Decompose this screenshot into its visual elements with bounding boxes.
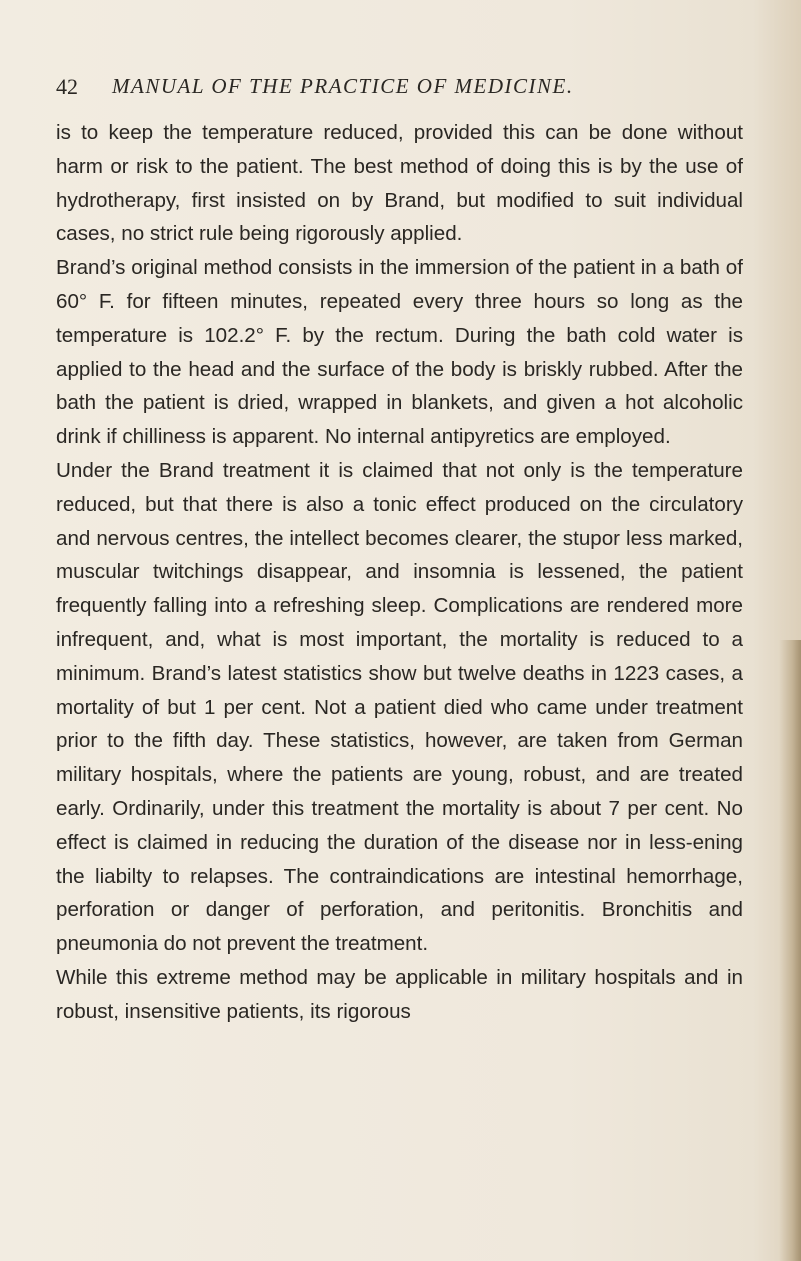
paragraph: Under the Brand treatment it is claimed that not only is the temperature reduced, but that there is also a tonic effect produced on the circulatory and nervous centres, the intellect becomes clearer, the stupor less marked, muscular twitchings disappear, and insomnia is lessened, the patient frequently falling into a refreshing sleep. Complications are rendered more infrequent, and, what is most important, the mortality is reduced to a minimum. Brand’s latest statistics show but twelve deaths in 1223 cases, a mortality of but 1 per cent. Not a patient died who came under treatment prior to the fifth day. These statistics, however, are taken from German military hospitals, where the patients are young, robust, and are treated early. Ordinarily, under this treatment the mortality is about 7 per cent. No effect is claimed in reducing the duration of the disease nor in less-ening the liabilty to relapses. The contraindications are intestinal hemorrhage, perforation or danger of perforation, and peritonitis. Bronchitis and pneumonia do not prevent the treatment.	[56, 458, 743, 956]
paragraph: While this extreme method may be applicable in military hospitals and in robust, insensitive patients, its rigorous	[56, 965, 743, 1023]
page-number: 42	[56, 74, 78, 99]
paragraph: Brand’s original method consists in the immersion of the patient in a bath of 60° F. for fifteen minutes, repeated every three hours so long as the temperature is 102.2° F. by the rectum. During the bath cold water is applied to the head and the surface of the body is briskly rubbed. After the bath the patient is dried, wrapped in blankets, and given a hot alcoholic drink if chilliness is apparent. No internal antipyretics are employed.	[56, 256, 743, 449]
paragraph: is to keep the temperature reduced, provided this can be done without harm or risk to the patient. The best method of doing this is by the use of hydrotherapy, first insisted on by Brand, but modified to suit individual cases, no strict rule being rigorously applied.	[56, 121, 743, 246]
running-head	[56, 74, 756, 104]
running-title: MANUAL OF THE PRACTICE OF MEDICINE.	[112, 74, 574, 98]
body-text	[56, 116, 743, 1029]
page-edge-shadow	[779, 640, 801, 1261]
